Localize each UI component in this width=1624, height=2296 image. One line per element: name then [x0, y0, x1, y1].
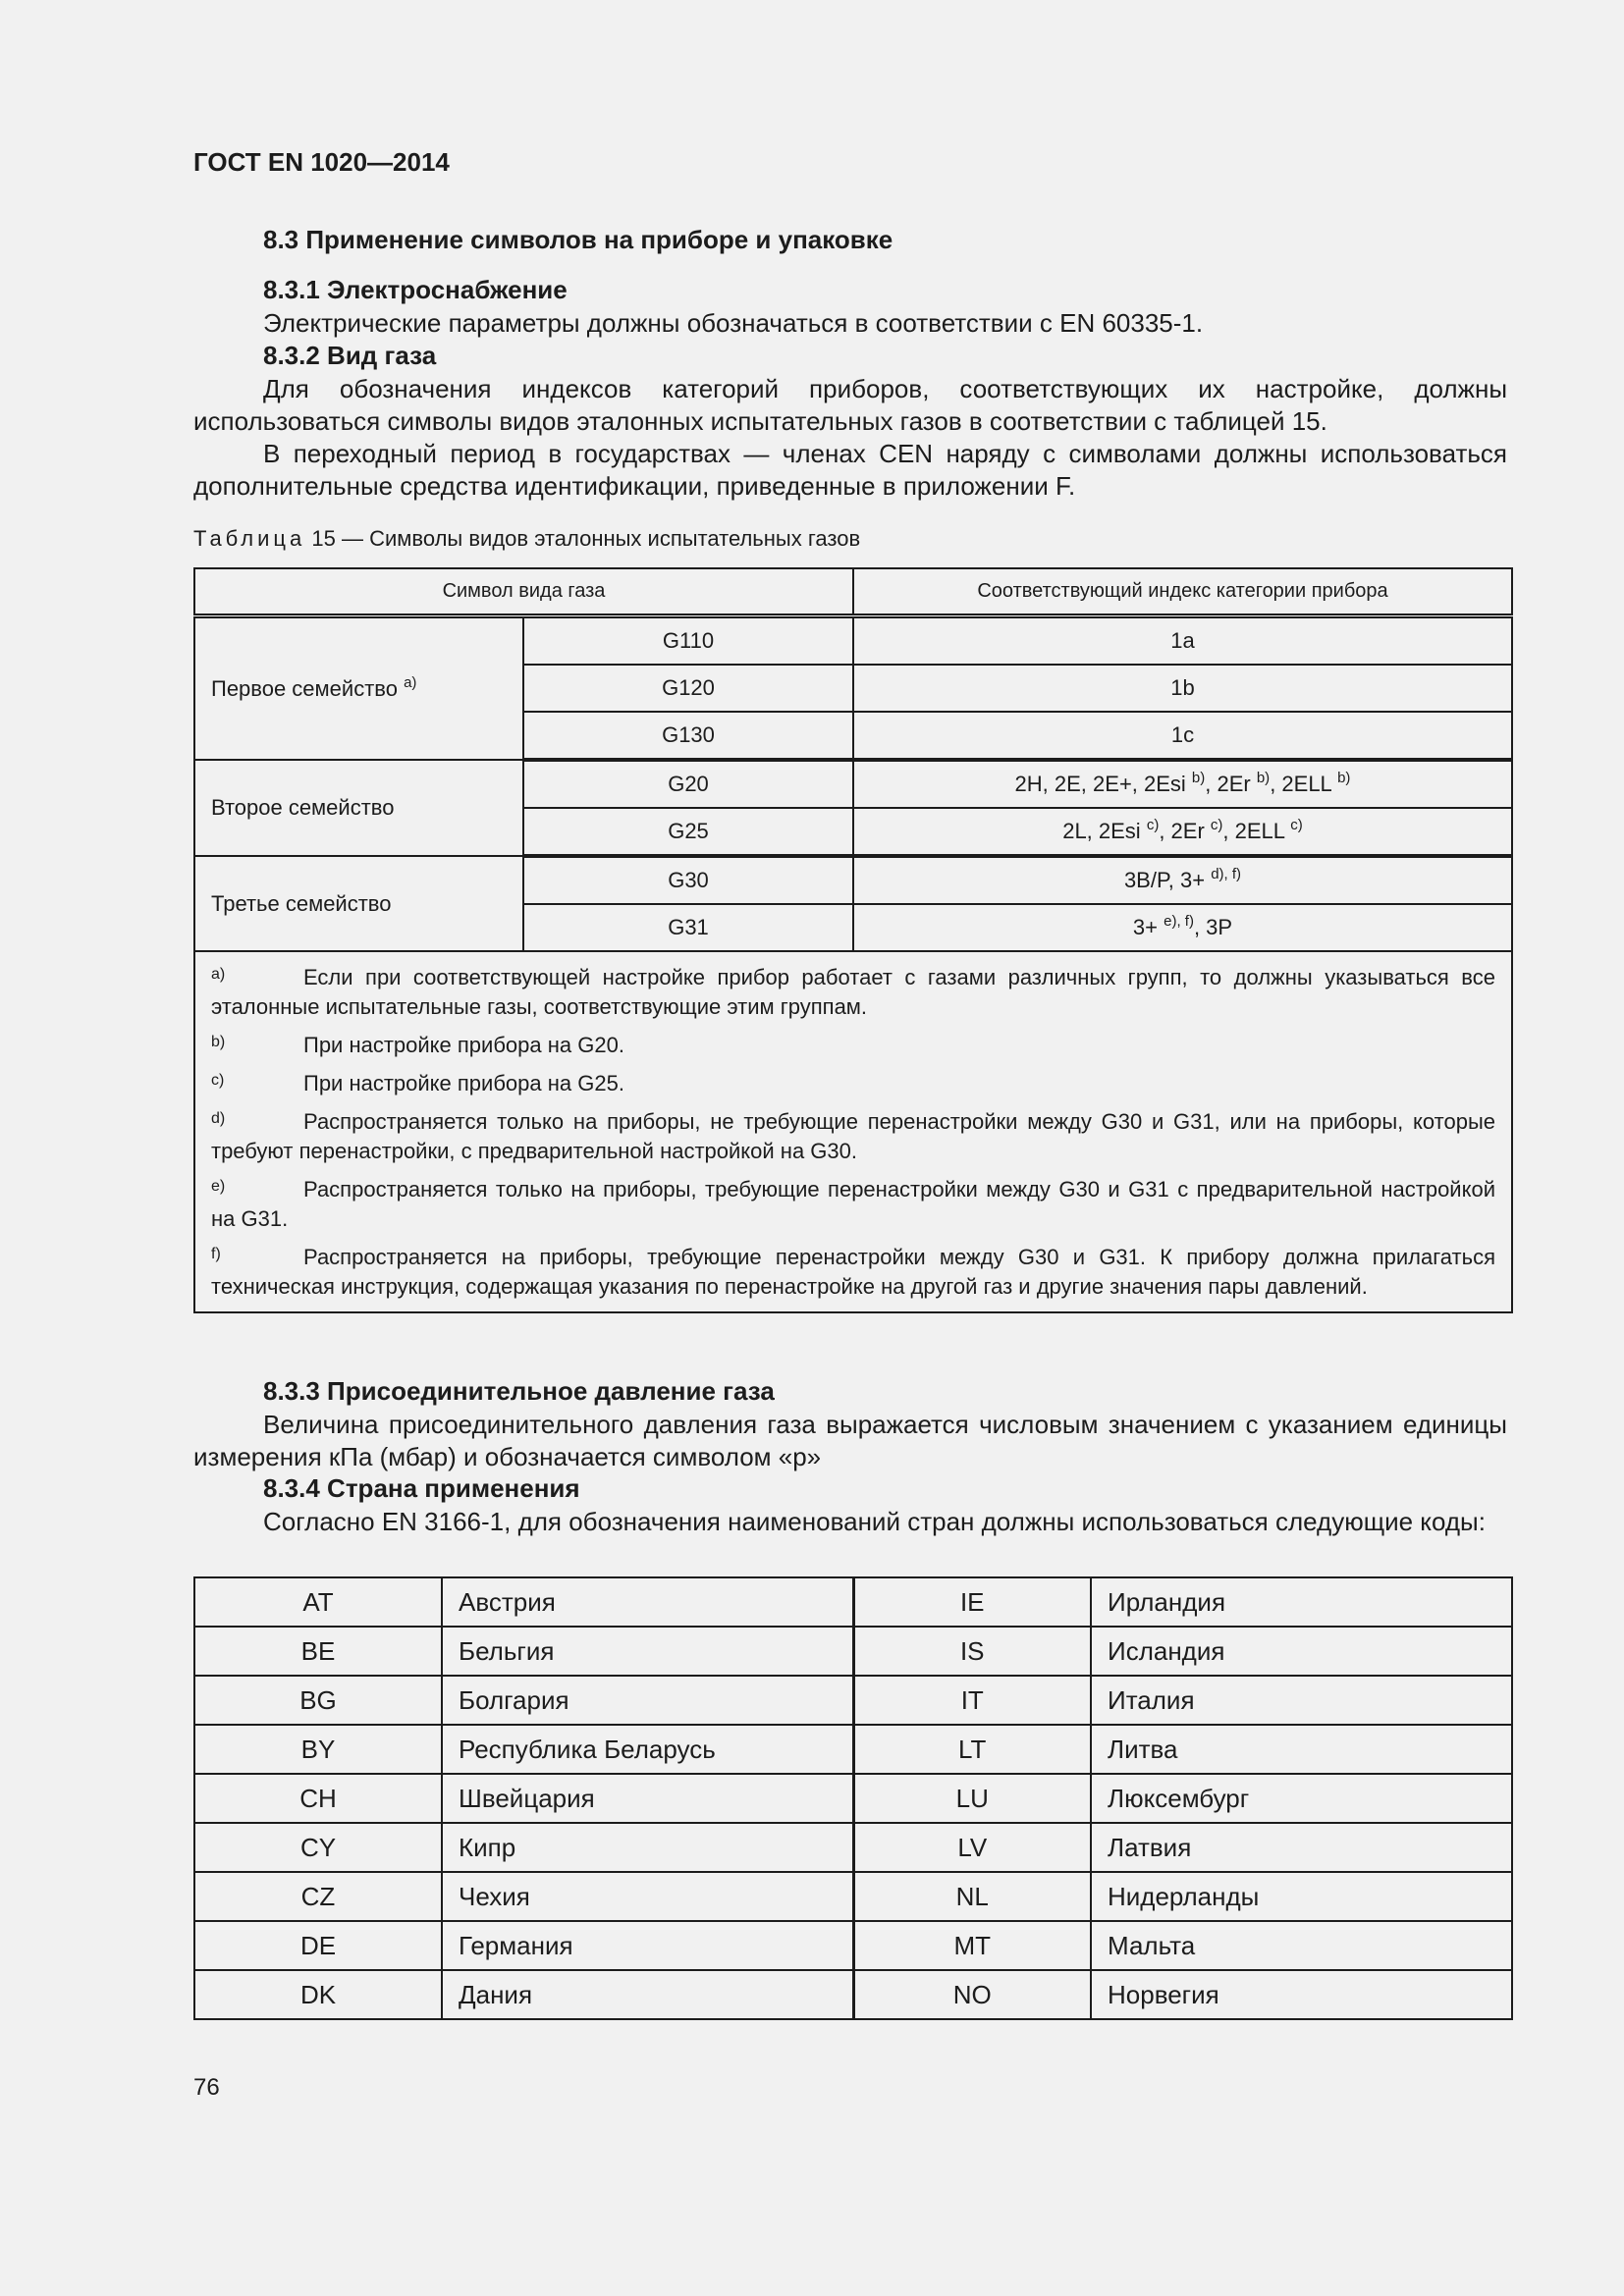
document-header: ГОСТ EN 1020—2014: [193, 147, 450, 177]
country-name-cell: Мальта: [1091, 1921, 1512, 1970]
first-family-cell: Первое семейство $^{a)}$: [194, 616, 523, 761]
category-index-cell: 3B/P, 3+ $^{d), f)}$: [853, 856, 1512, 904]
footnote: b) При настройке прибора на G20.: [211, 1033, 624, 1057]
country-name-cell: Норвегия: [1091, 1970, 1512, 2019]
country-code-cell: CY: [194, 1823, 442, 1872]
country-name-cell: Дания: [442, 1970, 853, 2019]
footnote: d) Распространяется только на приборы, не требующие перенастройки между G30 и G31, или на приборы, которые требуют перенастройки, с предварительной настройкой на G30.: [211, 1109, 1495, 1163]
country-name-cell: Литва: [1091, 1725, 1512, 1774]
gas-symbol-cell: G31: [523, 904, 853, 951]
country-name-cell: Исландия: [1091, 1627, 1512, 1676]
table-row: [194, 1774, 1512, 1823]
country-code-cell: NL: [853, 1872, 1091, 1921]
country-name-cell: Италия: [1091, 1676, 1512, 1725]
section-8-3-title: 8.3 Применение символов на приборе и упаковке: [263, 225, 893, 254]
category-index-cell: 3+ $^{e), f)}$, 3P: [853, 904, 1512, 951]
table-row: [194, 1970, 1512, 2019]
gas-symbols-table: [193, 567, 1513, 1313]
section-8-3-2-paragraph-1: Для обозначения индексов категорий приборов, соответствующих их настройке, должны использоваться символы видов эталонных испытательных газов в соответствии с таблицей 15.: [193, 374, 1507, 436]
section-8-3-2-title: 8.3.2 Вид газа: [263, 341, 437, 370]
country-name-cell: Люксембург: [1091, 1774, 1512, 1823]
table-footnotes: [194, 951, 1512, 1312]
country-name-cell: Республика Беларусь: [442, 1725, 853, 1774]
table-row: [194, 1921, 1512, 1970]
footnote: f) Распространяется на приборы, требующие перенастройки между G30 и G31. К прибору должна прилагаться техническая инструкция, содержащая указания по перенастройке на другой газ и другие значения пары давлений.: [211, 1245, 1495, 1299]
country-name-cell: Ирландия: [1091, 1577, 1512, 1627]
page-number: 76: [193, 2074, 220, 2101]
country-name-cell: Нидерланды: [1091, 1872, 1512, 1921]
section-8-3-3-title: 8.3.3 Присоединительное давление газа: [263, 1376, 775, 1406]
country-name-cell: Швейцария: [442, 1774, 853, 1823]
country-name-cell: Болгария: [442, 1676, 853, 1725]
table-header-row: [194, 568, 1512, 616]
gas-symbol-cell: G130: [523, 712, 853, 760]
country-code-cell: IT: [853, 1676, 1091, 1725]
gas-symbol-cell: G30: [523, 856, 853, 904]
category-index-cell: 1b: [853, 665, 1512, 712]
footnote: a) Если при соответствующей настройке прибор работает с газами различных групп, то должны указываться все эталонные испытательные газы, соответствующие этим группам.: [211, 965, 1495, 1019]
country-code-cell: IS: [853, 1627, 1091, 1676]
second-family-cell: Второе семейство: [194, 760, 523, 856]
table-row: [194, 1823, 1512, 1872]
section-8-3-1-title: 8.3.1 Электроснабжение: [263, 275, 568, 304]
table-row: [194, 1676, 1512, 1725]
country-name-cell: Бельгия: [442, 1627, 853, 1676]
header-category-index: Соответствующий индекс категории прибора: [853, 568, 1512, 616]
country-name-cell: Германия: [442, 1921, 853, 1970]
country-code-cell: LT: [853, 1725, 1091, 1774]
country-name-cell: Австрия: [442, 1577, 853, 1627]
table-caption-label: Таблица: [193, 526, 306, 551]
country-code-cell: CH: [194, 1774, 442, 1823]
section-8-3-1-text: Электрические параметры должны обозначаться в соответствии с EN 60335-1.: [263, 308, 1204, 338]
category-index-cell: 2H, 2E, 2E+, 2Esi $^{b)}$, 2Er $^{b)}$, 2ELL $^{b)}$: [853, 760, 1512, 808]
country-code-cell: MT: [853, 1921, 1091, 1970]
country-code-cell: NO: [853, 1970, 1091, 2019]
country-code-cell: IE: [853, 1577, 1091, 1627]
third-family-cell: Третье семейство: [194, 856, 523, 951]
country-code-cell: LV: [853, 1823, 1091, 1872]
country-code-cell: BY: [194, 1725, 442, 1774]
table-notes-row: [194, 951, 1512, 1312]
table-15-caption: [193, 526, 860, 552]
table-row: [194, 1627, 1512, 1676]
country-name-cell: Кипр: [442, 1823, 853, 1872]
footnote: e) Распространяется только на приборы, требующие перенастройки между G30 и G31 с предварительной настройкой на G31.: [211, 1177, 1495, 1231]
country-code-cell: AT: [194, 1577, 442, 1627]
footnote: c) При настройке прибора на G25.: [211, 1071, 624, 1095]
table-row: [194, 1577, 1512, 1627]
category-index-cell: 1a: [853, 616, 1512, 666]
table-row: [194, 616, 1512, 666]
table-row: [194, 1725, 1512, 1774]
country-name-cell: Латвия: [1091, 1823, 1512, 1872]
country-name-cell: Чехия: [442, 1872, 853, 1921]
country-code-cell: BG: [194, 1676, 442, 1725]
table-row: [194, 760, 1512, 808]
country-code-cell: LU: [853, 1774, 1091, 1823]
gas-symbol-cell: G20: [523, 760, 853, 808]
table-row: [194, 1872, 1512, 1921]
country-codes-table: [193, 1576, 1513, 2020]
table-caption-text: 15 — Символы видов эталонных испытательных газов: [311, 526, 861, 551]
country-code-cell: DE: [194, 1921, 442, 1970]
category-index-cell: 2L, 2Esi $^{c)}$, 2Er $^{c)}$, 2ELL $^{c)}$: [853, 808, 1512, 856]
country-code-cell: DK: [194, 1970, 442, 2019]
country-code-cell: BE: [194, 1627, 442, 1676]
header-gas-symbol: Символ вида газа: [194, 568, 853, 616]
section-8-3-4-text: Согласно EN 3166-1, для обозначения наименований стран должны использоваться следующие коды:: [263, 1507, 1486, 1536]
gas-symbol-cell: G110: [523, 616, 853, 666]
gas-symbol-cell: G25: [523, 808, 853, 856]
section-8-3-3-text: Величина присоединительного давления газа выражается числовым значением с указанием единицы измерения кПа (мбар) и обозначается символом «p»: [193, 1410, 1507, 1471]
country-code-cell: CZ: [194, 1872, 442, 1921]
gas-symbol-cell: G120: [523, 665, 853, 712]
category-index-cell: 1c: [853, 712, 1512, 760]
section-8-3-2-paragraph-2: В переходный период в государствах — членах CEN наряду с символами должны использоваться дополнительные средства идентификации, приведенные в приложении F.: [193, 439, 1507, 501]
table-row: [194, 856, 1512, 904]
section-8-3-4-title: 8.3.4 Страна применения: [263, 1473, 580, 1503]
